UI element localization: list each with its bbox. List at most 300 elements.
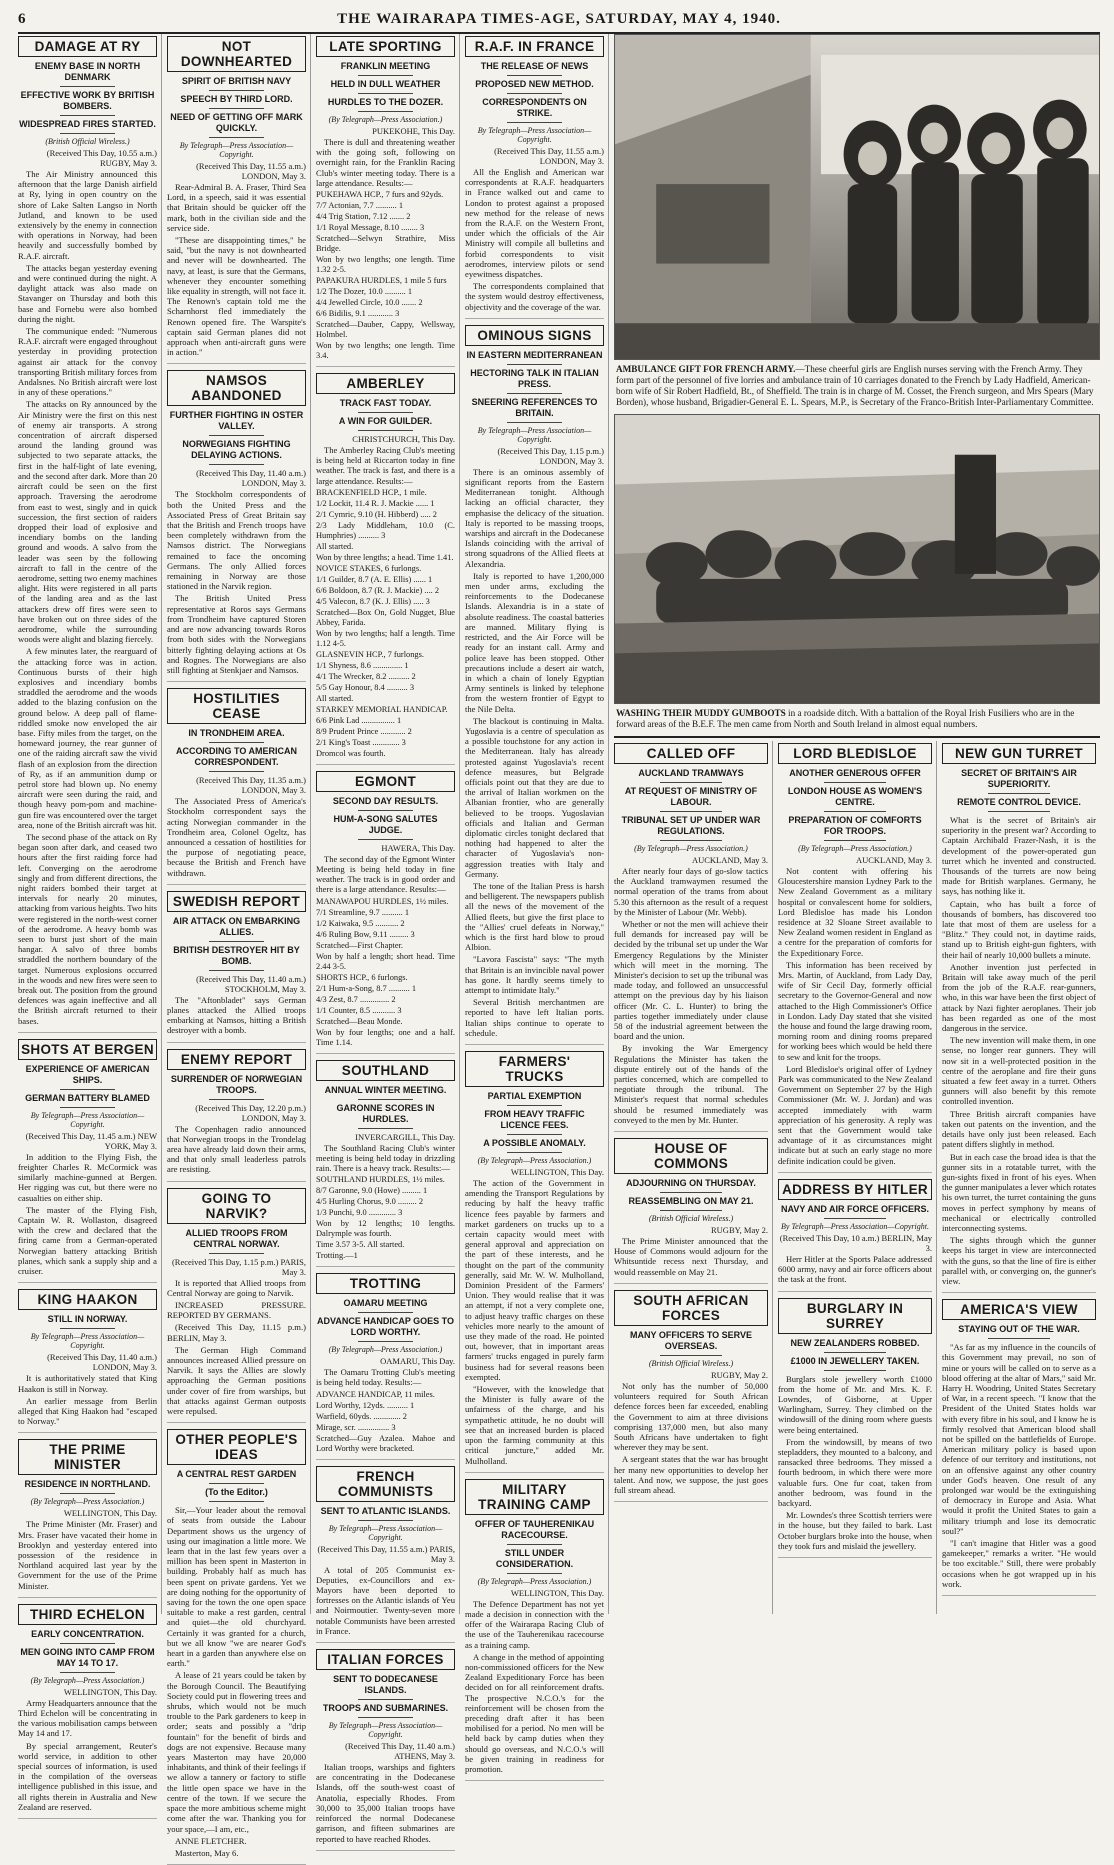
divider-rule: [358, 1312, 414, 1313]
article-lord-bledisloe: [778, 743, 932, 1173]
subheading: PREPARATION OF COMFORTS FOR TROOPS.: [788, 815, 922, 836]
article-body: [316, 1565, 455, 1636]
headline-box: [614, 1138, 768, 1174]
headline: SWEDISH REPORT: [172, 893, 301, 909]
result-line: Scratched—Guy Azalea. Mahoe and Lord Worthy were bracketed.: [316, 1433, 455, 1453]
article-body: [167, 995, 306, 1036]
subheading: STILL UNDER CONSIDERATION.: [495, 1547, 574, 1569]
divider-rule: [358, 412, 414, 413]
result-line: 5/5 Gay Honour, 8.4 .......... 3: [316, 682, 415, 692]
subheading: MANY OFFICERS TO SERVE OVERSEAS.: [629, 1329, 753, 1351]
paragraph: The blackout is continuing in Malta. Yugoslavia is a centre of speculation as a possible touchstone for any action in the Mediterranean. Italy has already protested against Yugoslavia's recent defence measures, but Belgrade officials point out that they are due to the arrival of Italian workmen on the Albanian frontier, who are generally believed to be troops. Yugoslavian officials and Italian and German diplomatic circles tonight declared that nothing had happened to alter the character of Yugoslavia's non-aggression treaties with Italy and Germany.: [465, 715, 604, 879]
subheading: OFFER OF TAUHERENIKAU RACECOURSE.: [474, 1518, 595, 1540]
result-line: 4/1 The Wrecker, 8.2 .......... 2: [316, 671, 416, 681]
subheading: HURDLES TO THE DOZER.: [327, 97, 444, 107]
byline: (By Telegraph—Press Association.): [328, 1345, 443, 1355]
result-line: Time 3.57 3-5. All started.: [316, 1240, 405, 1250]
paragraph: An earlier message from Berlin alleged that King Haakon had "escaped to Norway.": [18, 1395, 157, 1427]
headline-box: [316, 1273, 455, 1294]
paragraph: All the English and American war correspondents at R.A.F. headquarters in France walked out and came to London to protest against a proposed new method for the release of news from the R.A.F. on the Western Front, under which the officials of the Air Ministry will compile all bulletins and forbid correspondents to visit aerodromes, interview pilots or send eyewitness dispatches.: [465, 167, 604, 280]
photo-ambulance-nurses-image: [615, 35, 1099, 359]
subheading: SECRET OF BRITAIN'S AIR SUPERIORITY.: [961, 768, 1077, 789]
paragraph: In addition to the Flying Fish, the freighter Charles R. McCormick was similarly machine-gunned at Bergen. Her rigging was cut, but there were no casualties on either ship.: [18, 1151, 157, 1203]
result-line: Scratched—Dauber, Cappy, Wellsway, Holmbel.: [316, 320, 455, 340]
newspaper-title: THE WAIRARAPA TIMES-AGE, SATURDAY, MAY 4, 1940.: [337, 10, 781, 27]
headline-box: [18, 1039, 157, 1060]
article-called-off: [614, 743, 768, 1132]
subheading: HELD IN DULL WEATHER: [330, 79, 441, 89]
result-line: Won by two lengths; one length. Time 1.32 2-5.: [316, 255, 455, 275]
paragraph: This information has been received by Mrs. Martin, of Auckland, from Lady Day, wife of Sir Cecil Day, formerly official secretary to the Governor-General and now attached to the High Commissioner's Office in London. Lady Day stated that she visited the house and found the large drawing room, morning room and dining rooms prepared for working bees which would be held there to sew and knit for the troops.: [778, 959, 933, 1062]
dateline: (Received This Day, 11.55 a.m.) LONDON, May 3.: [196, 161, 306, 181]
byline: (By Telegraph—Press Association.): [477, 1156, 592, 1166]
headline-box: [18, 1439, 157, 1475]
headline-box: [316, 771, 455, 792]
divider-rule: [358, 1099, 414, 1100]
divider-rule: [60, 1089, 116, 1090]
divider-rule: [60, 86, 116, 87]
paragraph: The Oamaru Trotting Club's meeting is being held today. Results:—: [316, 1367, 455, 1388]
article-swedish-report: [167, 891, 306, 1043]
result-line: Won by two lengths; one length. Time 3.4.: [316, 341, 455, 361]
byline: By Telegraph—Press Association—Copyright.: [781, 1221, 929, 1231]
paragraph: Not content with offering his Gloucestershire mansion Lydney Park to the New Zealand Government as a military hospital or convalescent home for soldiers, Lord Bledisloe has made his London residence at 32 Sloane Street available to New Zealand women resident in England as a centre for the preparation of comforts for the Expeditionary Force.: [778, 866, 932, 958]
paragraph: Italian troops, warships and fighters are concentrating in the Dodecanese Islands, off the south-west coast of Anatolia, especially Rhodes. From 30,000 to 35,000 Italian troops have reinforced the normal Dodecanese garrison, and fifteen submarines are reported to have reached Rhodes.: [316, 1762, 455, 1844]
article-raf-in-france: [465, 36, 604, 319]
paragraph: Rear-Admiral B. A. Fraser, Third Sea Lord, in a speech, said it was essential that Britain should be quicker off the mark, both in the civilian side and the service side.: [167, 182, 306, 233]
byline: By Telegraph—Press Association—Copyright.: [477, 425, 592, 444]
dateline: RUGBY, May 2.: [711, 1225, 768, 1236]
column-3: [316, 34, 460, 1844]
article-egmont: [316, 771, 455, 1054]
caption-text-gumboots: in a roadside ditch. With a battalion of the Royal Irish Fusiliers who are in the forward areas of the B.E.F. The men came from North and South Ireland in almost equal numbers.: [616, 708, 1075, 729]
result-line: 1/2 Kaiwaka, 9.5 ........... 2: [316, 918, 405, 928]
result-line: Won by two lengths; half a length. Time 1.12 4-5.: [316, 628, 455, 648]
column-1: [18, 34, 162, 1812]
divider-rule: [209, 1253, 265, 1254]
result-line: ADVANCE HANDICAP, 11 miles.: [316, 1389, 435, 1399]
subheading: STAYING OUT OF THE WAR.: [958, 1324, 1080, 1335]
article-third-echelon: [18, 1604, 157, 1819]
divider-rule: [660, 840, 722, 841]
divider-rule: [209, 1099, 265, 1100]
paragraph: There is an ominous assembly of significant reports from the Eastern Mediterranean tonight. Although lacking an official character, they emphasise the delicacy of the situation. Italy is reported to be massing troops, warships and aircraft in the Dodecanese Islands coinciding with the arrival of strong squadrons of the Allied fleets at Alexandria.: [465, 466, 604, 569]
paragraph: The tone of the Italian Press is harsh and belligerent. The newspapers publish all the news of the movement of the Allied fleets, but give the first place to the "Allies' cruel defeats in Norway," which is the first hard blow to proud Albion.: [465, 880, 604, 953]
divider-rule: [209, 1483, 265, 1484]
paragraph: INCREASED PRESSURE. REPORTED BY GERMANS.: [167, 1299, 306, 1321]
paragraph: Whether or not the men will achieve their full demands for increased pay will be decided by the tribunal set up under the War Emergency Regulations by the Minister which will meet in the morning. The Minister's decision to set up the tribunal was made today, and followed an unsuccessful attempt on the previous day by his liaison officer (Mr. C. L. Hunter) to bring the parties together immediately under clause 58 of the industrial agreement between the board and the union.: [614, 919, 768, 1042]
paragraph: Sir,—Your leader about the removal of seats from outside the Labour Department shows us the urgency of using our imagination a little more. We learn that in the last few years over a million has been spent in Masterton in building. Probably half as much has been spent on private gardens. Yet we are doing nothing for the opportunity of saving for the town the one open space suitable to make a rest garden, central and quiet—the old churchyard. Certainly it was granted for a church, but we all know "we are nearer God's heart in a garden than anywhere else on earth.": [167, 1505, 306, 1669]
headline-box: [167, 891, 306, 912]
divider-rule: [209, 742, 265, 743]
paragraph: "Lavora Fascista" says: "The myth that Britain is an invincible naval power has gone. It hardly seems timely to attempt to intimidate Italy.": [465, 954, 604, 995]
paragraph: "However, with the knowledge that the Minister is fully aware of the unfairness of the charge, and his sympathetic attitude, he no doubt will see that an increased burden is placed upon the farming community at this critical juncture," added Mr. Mulholland.: [465, 1384, 604, 1466]
divider-rule: [60, 1643, 116, 1644]
dateline: (Received This Day, 1.15 p.m.) LONDON, May 3.: [497, 445, 604, 466]
result-line: Won by half a length; short head. Time 2.44 3-5.: [316, 951, 455, 971]
subheading: ADJOURNING ON THURSDAY.: [626, 1178, 756, 1189]
headline-box: [465, 36, 604, 57]
paragraph: The master of the Flying Fish, Captain W. R. Wollaston, disagreed with the crew and declared that the firing came from a German-operated Norwegian battery attacking British planes, which sank a supply ship and a cruiser.: [18, 1204, 157, 1277]
article-late-sporting: [316, 36, 455, 367]
headline-box: [778, 1298, 932, 1334]
paragraph: The German High Command announces increased Allied pressure on Narvik. It says the Allies are slowly approaching the German positions under cover of fire from warships, but that attacks against German outposts were repulsed.: [167, 1344, 306, 1416]
divider-rule: [507, 422, 563, 423]
article-house-of-commons: [614, 1138, 768, 1284]
paragraph: Captain, who has built a force of thousands of bombers, has discovered too late that most of them are useless for a "Blitz." They could not, in daytime raids, stand up to British eight-gun fighters, with their hail of nearly 10,000 bullets a minute.: [942, 898, 1096, 960]
paragraph: By invoking the War Emergency Regulations the Minister has taken the dispute entirely out of the hands of the parties concerned, which are compelled to negotiate through the tribunal. The Minister's request that normal schedules should be resumed immediately was conveyed to the men by Mr. Hunter.: [614, 1043, 768, 1125]
article-body: [778, 866, 932, 1166]
paragraph: The Prime Minister announced that the House of Commons would adjourn for the Whitsuntide recess next Thursday, and would reassemble on May 21.: [614, 1236, 768, 1277]
result-line: GLASNEVIN HCP., 7 furlongs.: [316, 649, 424, 659]
article-body: [942, 1342, 1096, 1589]
divider-rule: [358, 430, 414, 431]
subheading: ENEMY BASE IN NORTH DENMARK: [34, 61, 141, 82]
article-body: [778, 1254, 932, 1285]
divider-rule: [824, 840, 886, 841]
article-body: [18, 1373, 157, 1426]
article-body: [18, 1519, 157, 1590]
result-line: 1/1 Guilder, 8.7 (A. E. Ellis) ...... 1: [316, 574, 433, 584]
subheading: PARTIAL EXEMPTION: [487, 1091, 582, 1102]
headline-box: [167, 688, 306, 724]
divider-rule: [209, 771, 265, 772]
dateline: WELLINGTON, This Day.: [63, 1508, 157, 1519]
subheading: NAVY AND AIR FORCE OFFICERS.: [780, 1203, 929, 1214]
divider-rule: [507, 93, 563, 94]
divider-rule: [824, 811, 886, 812]
paragraph: The Copenhagen radio announced that Norwegian troops in the Trondelag area have already laid down their arms, and that only small leaderless patrols are resisting.: [167, 1123, 306, 1175]
result-line: 2/3 Lady Middleham, 10.0 (C. Humphries) .......... 3: [316, 520, 455, 540]
headline-box: [465, 325, 604, 346]
result-line: 7/1 Streamline, 9.7 .......... 1: [316, 907, 410, 917]
divider-rule: [60, 1672, 116, 1673]
paragraph: Not only has the number of 50,000 volunteers required for South African defence forces been far exceeded, enabling the Government to aim at three divisions comprising 137,000 men, but also many South Africans have undertaken to fight wherever they may be sent.: [614, 1380, 768, 1453]
article-prime-minister: [18, 1439, 157, 1597]
headline-box: [778, 743, 932, 764]
byline: By Telegraph—Press Association—Copyright.: [477, 126, 592, 144]
byline: (By Telegraph—Press Association.): [30, 1497, 145, 1507]
dateline: RUGBY, May 2.: [711, 1369, 768, 1380]
dateline: (Received This Day, 11.45 a.m.) NEW YORK, May 3.: [25, 1130, 157, 1151]
result-line: SOUTHLAND HURDLES, 1½ miles.: [316, 1175, 445, 1185]
result-line: 7/7 Actonian, 7.7 .......... 1: [316, 201, 404, 211]
paragraph: The Prime Minister (Mr. Fraser) and Mrs. Fraser have vacated their home in Brooklyn and yesterday entered into possession of the residence in Northland acquired last year by the Government for the use of the Prime Minister.: [18, 1519, 157, 1591]
article-body: [942, 815, 1096, 1286]
divider-rule: [60, 1493, 116, 1494]
divider-rule: [507, 364, 563, 365]
divider-rule: [824, 1352, 886, 1353]
result-line: 8/9 Prudent Prince ............ 2: [316, 726, 412, 736]
result-line: Warfield, 60yds. ............. 2: [316, 1411, 407, 1421]
subheading: NEW ZEALANDERS ROBBED.: [790, 1337, 920, 1348]
result-line: Trotting.—1: [316, 1251, 358, 1261]
divider-rule: [507, 1573, 563, 1574]
headline-box: [942, 743, 1096, 764]
divider-rule: [60, 133, 116, 134]
result-line: 6/6 Bidilis, 9.1 ............ 3: [316, 309, 400, 319]
headline: ITALIAN FORCES: [327, 1652, 444, 1668]
result-line: BRACKENFIELD HCP., 1 mile.: [316, 487, 427, 497]
divider-rule: [660, 782, 722, 783]
divider-rule: [824, 1218, 886, 1219]
headline-box: [465, 1051, 604, 1087]
subheading: NEED OF GETTING OFF MARK QUICKLY.: [170, 112, 303, 133]
divider-rule: [209, 1501, 265, 1502]
article-hostilities-cease: [167, 688, 306, 885]
headline: SHOTS AT BERGEN: [21, 1041, 154, 1057]
headline: ADDRESS BY HITLER: [782, 1181, 928, 1197]
divider-rule: [209, 90, 265, 91]
paragraph: Army Headquarters announce that the Third Echelon will be concentrating in the various mobilisation camps between May 14 and 17.: [18, 1697, 157, 1739]
article-enemy-report: [167, 1049, 306, 1182]
divider-rule: [988, 1338, 1050, 1339]
article-body: [167, 796, 306, 878]
result-line: STARKEY MEMORIAL HANDICAP.: [316, 704, 448, 714]
article-king-haakon: [18, 1289, 157, 1433]
subheading: OAMARU MEETING: [343, 1298, 428, 1309]
paragraph: The communique ended: "Numerous R.A.F. aircraft were engaged throughout yesterday in providing protection against air attack for the convoy transporting British military forces from Andalsnes. No British aircraft were lost in any of these operations.": [18, 326, 157, 398]
result-line: PUKEHAWA HCP., 7 furs and 92yds.: [316, 190, 444, 200]
subheading: REASSEMBLING ON MAY 21.: [628, 1196, 754, 1207]
result-line: 1/1 Counter, 8.5 ........... 3: [316, 1005, 402, 1015]
subheading: SPEECH BY THIRD LORD.: [180, 94, 293, 104]
headline-box: [316, 36, 455, 57]
dateline: (Received This Day, 11.40 a.m.) ATHENS, May 3.: [345, 1741, 455, 1762]
paragraph: The Air Ministry announced this afternoon that the large Danish airfield at Ry, lying in open country on the shore of Lake Salten Langso in North Jutland, and known to be used extensively by the enemy in connection with operations in Norway, had been heavily and successfully bombed by R.A.F. aircraft.: [18, 169, 157, 261]
column-6: [778, 741, 937, 1614]
divider-rule: [358, 810, 414, 811]
paragraph: Italy is reported to have 1,200,000 men under arms, excluding the reinforcements to the Dodecanese Islands. Alexandria is in a state of absolute readiness. The coastal batteries are manned. Military flying is restricted, and the Air Force will be ready for an instant call. Army and police leave has been stopped. Other precautions include a desert air watch, in which a chain of lonely Egyptian Army sentinels is linked by telephone from the western frontier of Egypt to the Nile Delta.: [465, 570, 604, 714]
article-southland: [316, 1060, 455, 1268]
headline: ENEMY REPORT: [180, 1051, 293, 1067]
subheading: EARLY CONCENTRATION.: [31, 1628, 144, 1639]
paragraph: A sergeant states that the war has brought her many new opportunities to develop her talent. And now, we suppose, the just goes full stream ahead.: [614, 1454, 768, 1495]
paragraph: (Received This Day, 11.15 p.m.) BERLIN, May 3.: [167, 1322, 306, 1343]
result-line: 6/6 Boldoon, 8.7 (R. J. Mackie) .... 2: [316, 585, 440, 595]
subheading: £1000 IN JEWELLERY TAKEN.: [790, 1355, 920, 1366]
headline: FRENCH COMMUNISTS: [337, 1468, 434, 1499]
paragraph: The Southland Racing Club's winter meeting is being held today in drizzling rain. There is a heavy track. Results:—: [316, 1142, 455, 1174]
columns: [18, 34, 1100, 1858]
result-line: Dromcol was fourth.: [316, 748, 386, 758]
result-line: Won by 12 lengths; 10 lengths. Dalrymple was fourth.: [316, 1219, 455, 1239]
subheading: A POSSIBLE ANOMALY.: [483, 1138, 586, 1149]
subheading: SENT TO DODECANESE ISLANDS.: [333, 1674, 438, 1696]
article-trotting: [316, 1273, 455, 1459]
article-body: [465, 1599, 604, 1774]
right-section: [614, 34, 1100, 1614]
article-body: [778, 1374, 932, 1551]
headline: AMERICA'S VIEW: [960, 1302, 1078, 1318]
divider-rule: [358, 111, 414, 112]
divider-rule: [209, 108, 265, 109]
headline: SOUTHLAND: [341, 1062, 430, 1078]
headline: GOING TO NARVIK?: [201, 1190, 272, 1221]
subheading: WIDESPREAD FIRES STARTED.: [19, 119, 156, 129]
headline-box: [316, 373, 455, 394]
headline: TROTTING: [349, 1276, 422, 1292]
paragraph: Several British merchantmen are reported to have left Italian ports. Italian ships continue to operate to schedule.: [465, 997, 604, 1038]
subheading: SECOND DAY RESULTS.: [332, 795, 439, 806]
result-line: Won by four lengths; one and a half. Time 1.14.: [316, 1027, 455, 1047]
byline: (By Telegraph—Press Association.): [30, 1675, 145, 1685]
paragraph: The Amberley Racing Club's meeting is being held at Riccarton today in fine weather. The track is fast, and there is a large attendance. Results:—: [316, 445, 455, 486]
dateline: WELLINGTON, This Day.: [63, 1686, 157, 1697]
headline: NEW GUN TURRET: [955, 746, 1083, 761]
paragraph: The British United Press representative at Roros says Germans from Trondheim have captured Storen and are now advancing towards Roros from both sides with the Norwegians bitterly fighting delaying actions at Os and Rognes. The Norwegians are also still fighting at Stenkjaer and Namsos.: [167, 593, 306, 675]
byline: By Telegraph—Press Association—Copyright.: [328, 1721, 443, 1740]
headline-box: [316, 1466, 455, 1502]
divider-rule: [988, 793, 1050, 794]
result-line: 4/3 Zest, 8.7 .............. 2: [316, 994, 396, 1004]
paragraph: The "Aftonbladet" says German planes attacked the Allied troops embarking at Namsos, hitting a British destroyer with a bomb.: [167, 994, 306, 1036]
article-body: [316, 1143, 455, 1262]
result-line: Lord Worthy, 12yds. .......... 1: [316, 1400, 415, 1410]
paragraph: A few minutes later, the rearguard of the attacking force was in action. Continuous bursts of their high explosives and incendiary bombs straddled the aerodrome and the woods added to the blazing confusion on the ground below. A deep pall of flame-riddled smoke now enveloped the air base. Fifty miles from the target, on the homeward journey, the rear gunner of one of the raiding aircraft saw the vivid flash of an explosion from the direction of Ry, as if an ammunition dump or petrol store had blown up. No enemy aircraft were seen during the raid, and though heavy pom-pom and machine-gun fire was encountered over the target area, none of the British aircraft was hit.: [18, 646, 157, 830]
dateline: AUCKLAND, May 3.: [691, 855, 768, 865]
article-italian-forces: [316, 1649, 455, 1851]
article-body: [465, 467, 604, 1038]
article-body: [18, 1152, 157, 1276]
headline: DAMAGE AT RY: [34, 39, 141, 54]
headline: EGMONT: [354, 773, 417, 789]
dateline: (Received This Day, 11.55 a.m.) LONDON, May 3.: [494, 146, 604, 166]
subheading: CORRESPONDENTS ON STRIKE.: [482, 97, 587, 118]
result-line: Mirage, scr. ............... 3: [316, 1422, 396, 1432]
dateline: AUCKLAND, May 3.: [855, 855, 932, 865]
divider-rule: [60, 1107, 116, 1108]
divider-rule: [358, 75, 414, 76]
article-body: [316, 1367, 455, 1453]
divider-rule: [507, 1134, 563, 1135]
subheading: TRACK FAST TODAY.: [339, 398, 432, 409]
divider-rule: [824, 1370, 886, 1371]
subheading: NORWEGIANS FIGHTING DELAYING ACTIONS.: [182, 439, 291, 461]
paragraph: Burglars stole jewellery worth £1000 from the home of Mr. and Mrs. K. F. Lowndes, of Gisborne, at Upper Warlingham, Surrey. They climbed on the windowsill of the dining room where guests were being entertained.: [778, 1373, 932, 1435]
headline-box: [18, 1289, 157, 1310]
article-farmers-trucks: [465, 1051, 604, 1473]
divider-rule: [507, 122, 563, 123]
paragraph: Herr Hitler at the Sports Palace addressed 6000 army, navy and air force officers about the task at the front.: [778, 1253, 932, 1285]
divider-rule: [507, 1105, 563, 1106]
subheading: EXPERIENCE OF AMERICAN SHIPS.: [25, 1063, 150, 1085]
paragraph: A lease of 21 years could be taken by the Borough Council. The Beautifying Society could put in flowering trees and shrubs, which would not be much trouble to the Park gardeners to keep in order; seats and possibly a "drip fountain" for the benefit of birds and dogs are not expensive. Because many years Masterton may have 20,000 inhabitants, and think of their feelings if we allow a tannery or factory to stifle the little open space we have in the centre of the town. If we secure the space the more ambitious scheme might come after the war. Thanking you for your space,—I am, etc.,: [167, 1670, 306, 1834]
headline: OMINOUS SIGNS: [477, 327, 592, 343]
column-4: [465, 34, 609, 1774]
paragraph: It is reported that Allied troops from Central Norway are going to Narvik.: [167, 1277, 306, 1298]
result-line: MANAWAPOU HURDLES, 1½ miles.: [316, 896, 449, 906]
photo-ambulance-nurses: [614, 34, 1100, 360]
divider-rule: [358, 1699, 414, 1700]
article-body: [465, 167, 604, 312]
subheading: TROOPS AND SUBMARINES.: [322, 1703, 449, 1714]
headline: NOT DOWNHEARTED: [180, 39, 293, 69]
paragraph: It is authoritatively stated that King Haakon is still in Norway.: [18, 1373, 157, 1394]
column-5: [614, 741, 773, 1614]
result-line: 2/1 Cymric, 9.10 (H. Hibberd) ..... 2: [316, 509, 437, 519]
headline-box: [167, 1049, 306, 1070]
subheading: ANNUAL WINTER MEETING.: [324, 1084, 447, 1095]
divider-rule: [209, 435, 265, 436]
headline-box: [614, 743, 768, 764]
subheading: (To the Editor.): [205, 1487, 268, 1498]
result-line: Scratched—Beau Monde.: [316, 1016, 403, 1026]
subheading: HUM-A-SONG SALUTES JUDGE.: [333, 813, 438, 835]
subheading: PROPOSED NEW METHOD.: [475, 79, 594, 89]
paragraph: The Defence Department has not yet made a decision in connection with the offer of the Wairarapa Racing Club of the use of the Tauherenikau racecourse as a training camp.: [465, 1598, 604, 1650]
paragraph: The second day of the Egmont Winter Meeting is being held today in fine weather. The track is in good order and there is a large attendance. Results:—: [316, 853, 455, 895]
paragraph: From the windowsill, by means of two stepladders, they mounted to a balcony, and ransacked three bedrooms. They missed a fourth bedroom, in which there were more valuable furs. One fur coat, taken from another bedroom, was found in the backyard.: [778, 1436, 932, 1508]
subheading: AIR ATTACK ON EMBARKING ALLIES.: [172, 915, 301, 937]
result-line: NOVICE STAKES, 6 furlongs.: [316, 563, 422, 573]
paragraph: After nearly four days of go-slow tactics the Auckland tramwaymen resumed the normal operation of the trams from about 5.30 this afternoon as the result of a request by the Minister of Labour (Mr. Webb).: [614, 866, 768, 917]
result-line: 4/6 Ruling Bow, 9.11 ......... 3: [316, 929, 415, 939]
divider-rule: [358, 1520, 414, 1521]
paragraph: ANNE FLETCHER.: [175, 1835, 247, 1846]
dateline: (Received This Day, 12.20 p.m.) LONDON, May 3.: [195, 1102, 306, 1123]
article-body: [465, 1178, 604, 1466]
paragraph: A total of 205 Communist ex-Deputies, ex-Councillors and ex-Mayors have been deported to fortresses on the Atlantic islands of Yeu and Noirmoutier. Twenty-seven more notable Communists have been arrested in France.: [316, 1564, 455, 1636]
result-line: 1/1 Shyness, 8.6 .............. 1: [316, 660, 409, 670]
paragraph: Lord Bledisloe's original offer of Lydney Park was communicated to the New Zealand Government on September 27 by the High Commissioner (Mr. W. J. Jordan) and was accepted immediately with warm appreciation of his generosity. A reply was sent that the Government would take advantage of it as circumstances might indicate but at such an early stage no more definite indication could be given.: [778, 1063, 932, 1166]
byline: (By Telegraph—Press Association.): [477, 1576, 592, 1586]
result-line: SHORTS HCP., 6 furlongs.: [316, 972, 408, 982]
article-military-training-camp: [465, 1479, 604, 1781]
result-line: Scratched—Selwyn Strathire, Miss Bridge.: [316, 234, 455, 254]
headline: HOSTILITIES CEASE: [193, 691, 280, 722]
result-line: 4/4 Jewelled Circle, 10.0 ....... 2: [316, 298, 423, 308]
photo-caption-ambulance: [616, 364, 1098, 408]
article-french-communists: [316, 1466, 455, 1643]
article-south-african-forces: [614, 1290, 768, 1502]
result-line: 1/3 Punchi, 9.0 ............. 3: [316, 1208, 403, 1218]
headline: THIRD ECHELON: [30, 1606, 145, 1622]
article-body: [18, 1698, 157, 1812]
divider-rule: [60, 1328, 116, 1329]
result-line: Scratched—First Chapter.: [316, 940, 403, 950]
dateline: PUKEKOHE, This Day.: [372, 126, 455, 136]
article-other-peoples-ideas: [167, 1429, 306, 1865]
paragraph: The action of the Government in amending the Transport Regulations by reducing by half the heavy traffic licence fees payable by farmers and market gardeners on trucks up to a certain capacity would meet with general approval and appreciation on the part of these interests, and he thought on the part of the community generally, said Mr. W. W. Mulholland, Dominion President of the Farmers' Union. They would realise that it was an attempt, if not a very complete one, to adjust heavy traffic charges on these vehicles more nearly to the amount of use they made of the road. He pointed out, however, that in important areas farmers' trucks engaged in purely farm business had for several reasons been exempted.: [465, 1178, 604, 1382]
dateline: WELLINGTON, This Day.: [510, 1587, 604, 1598]
subheading: AT REQUEST OF MINISTRY OF LABOUR.: [624, 786, 758, 807]
headline: OTHER PEOPLE'S IDEAS: [175, 1432, 298, 1463]
result-line: 8/7 Garonne, 9.0 (Howe) ......... 1: [316, 1186, 428, 1196]
result-line: 4/5 Hurling Chorus, 9.0 ......... 2: [316, 1197, 424, 1207]
subheading: SNEERING REFERENCES TO BRITAIN.: [471, 396, 598, 418]
paragraph: The attacks on Ry announced by the Air Ministry were the first on this nest of enemy air transports. A strong concentration of aircraft dispersed around the landing ground was subjected to two separate attacks, the first in the half-light of late evening, and the second after dark. More than 20 aircraft could be seen on the first approach. Traversing the aerodrome from east to west, singly and in quick succession, the first section of raiders dropped their load of explosive and incendiary bombs on the landing ground and woods. A salvo from the leader was seen by the following aircraft to fall in the centre of the aerodrome, setting two enemy machines alight. Hits were registered in all parts of the landing area and as the last attackers drew off fires were seen to have broken out on three sides of the aerodrome, while the surrounding woods were alight and blazing fiercely.: [18, 399, 157, 645]
article-body: [316, 445, 455, 759]
divider-rule: [660, 1355, 722, 1356]
subheading: IN TRONDHEIM AREA.: [188, 728, 285, 739]
result-line: 6/6 Pink Lad ................ 1: [316, 715, 402, 725]
subheading: FURTHER FIGHTING IN OSTER VALLEY.: [169, 410, 304, 432]
headline: THE PRIME MINISTER: [49, 1442, 126, 1473]
dateline: (Received This Day, 11.40 a.m.) LONDON, May 3.: [196, 468, 306, 489]
paragraph: Masterton, May 6.: [175, 1847, 239, 1858]
dateline: OAMARU, This Day.: [380, 1356, 455, 1367]
headline-box: [316, 1060, 455, 1081]
article-body: [18, 169, 157, 1026]
byline: By Telegraph—Press Association—Copyright.: [30, 1110, 145, 1129]
headline: R.A.F. IN FRANCE: [474, 39, 595, 54]
byline: (By Telegraph—Press Association.): [328, 115, 443, 124]
subheading: FROM HEAVY TRAFFIC LICENCE FEES.: [484, 1109, 585, 1131]
result-line: 1/2 The Dozer, 10.0 .......... 1: [316, 287, 413, 297]
divider-rule: [358, 1341, 414, 1342]
subheading: ADVANCE HANDICAP GOES TO LORD WORTHY.: [316, 1316, 455, 1338]
